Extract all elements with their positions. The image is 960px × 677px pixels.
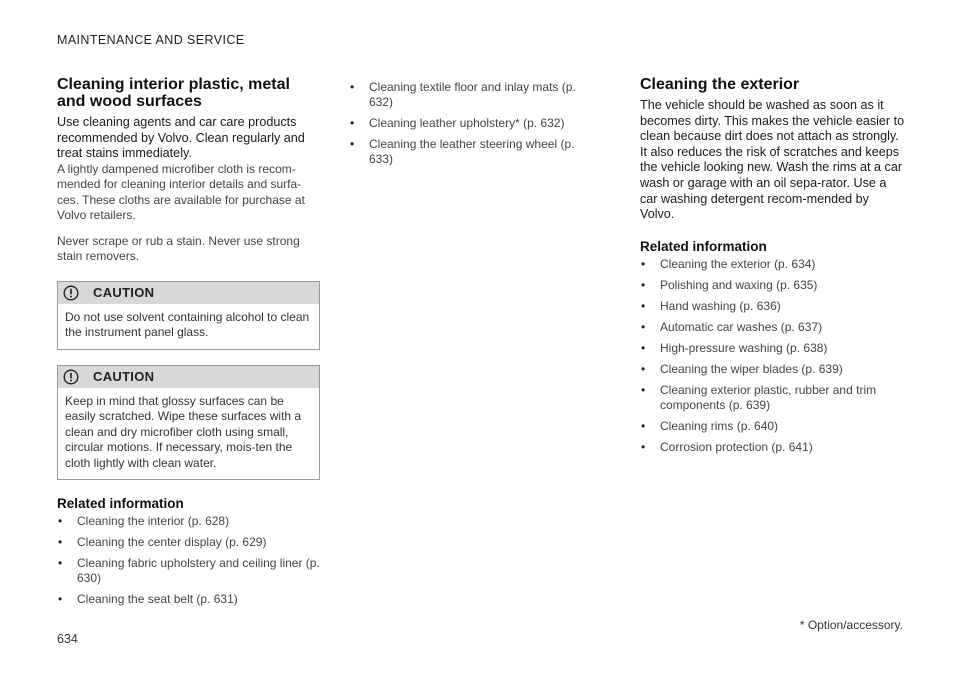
page-number: 634	[57, 632, 78, 646]
section-header: MAINTENANCE AND SERVICE	[57, 33, 245, 47]
related-continued-column	[349, 80, 589, 173]
warning-icon	[63, 369, 79, 385]
related-link[interactable]: • Cleaning leather upholstery* (p. 632)	[349, 116, 589, 131]
related-link[interactable]: • Cleaning rims (p. 640)	[640, 419, 906, 434]
caution-title: CAUTION	[93, 369, 155, 385]
section-intro: The vehicle should be washed as soon as it becomes dirty. This makes the vehicle easier to clean because dirt does not attach as strongly. It also reduces the risk of scratches and keeps the vehicle looking new. Wash the rims at a car wash or garage with an oil sepa-rator. Use a car washing detergent recom-mended by Volvo.	[640, 98, 905, 222]
caution-title: CAUTION	[93, 285, 155, 301]
caution-header	[58, 366, 319, 388]
related-info-heading: Related information	[640, 238, 767, 254]
related-link[interactable]: • Cleaning the wiper blades (p. 639)	[640, 362, 906, 377]
related-info-heading: Related information	[57, 496, 184, 512]
related-link[interactable]: • Hand washing (p. 636)	[640, 299, 906, 314]
section-title: Cleaning interior plastic, metal and wood surfaces	[57, 76, 290, 110]
caution-text: Keep in mind that glossy surfaces can be easily scratched. Wipe these surfaces with a clean and dry microfiber cloth using small, circular motions. If necessary, mois-ten the cloth lightly with clean water.	[65, 393, 302, 470]
caution-text: Do not use solvent containing alcohol to clean the instrument panel glass.	[65, 309, 310, 340]
caution-box	[57, 281, 320, 350]
caution-header	[58, 282, 319, 304]
related-link[interactable]: • Corrosion protection (p. 641)	[640, 440, 906, 455]
related-link[interactable]: • Cleaning the seat belt (p. 631)	[57, 592, 320, 607]
related-link[interactable]: • Cleaning the interior (p. 628)	[57, 514, 320, 529]
caution-box	[57, 365, 320, 481]
footnote: * Option/accessory.	[799, 618, 903, 632]
related-link[interactable]: • Cleaning fabric upholstery and ceiling liner (p. 630)	[57, 556, 320, 586]
related-links-list	[57, 514, 320, 607]
related-link[interactable]: • Cleaning the leather steering wheel (p. 633)	[349, 137, 589, 167]
related-link[interactable]: • Cleaning textile floor and inlay mats (p. 632)	[349, 80, 589, 110]
related-link[interactable]: • Polishing and waxing (p. 635)	[640, 278, 906, 293]
related-link[interactable]: • High-pressure washing (p. 638)	[640, 341, 906, 356]
interior-surfaces-section	[57, 76, 320, 613]
related-link[interactable]: • Cleaning exterior plastic, rubber and trim components (p. 639)	[640, 383, 906, 413]
exterior-section	[640, 76, 906, 461]
warning-icon	[63, 285, 79, 301]
body-paragraph: Never scrape or rub a stain. Never use strong stain removers.	[57, 233, 300, 264]
body-paragraph: A lightly dampened microfiber cloth is recom-mended for cleaning interior details and surfa-ces. These cloths are available for purchase at Volvo retailers.	[57, 161, 305, 223]
section-title: Cleaning the exterior	[640, 76, 800, 93]
related-links-list	[640, 257, 906, 455]
section-intro: Use cleaning agents and car care products recommended by Volvo. Clean regularly and treat stains immediately.	[57, 115, 305, 161]
related-link[interactable]: • Cleaning the center display (p. 629)	[57, 535, 320, 550]
related-links-list	[349, 80, 589, 167]
related-link[interactable]: • Automatic car washes (p. 637)	[640, 320, 906, 335]
related-link[interactable]: • Cleaning the exterior (p. 634)	[640, 257, 906, 272]
